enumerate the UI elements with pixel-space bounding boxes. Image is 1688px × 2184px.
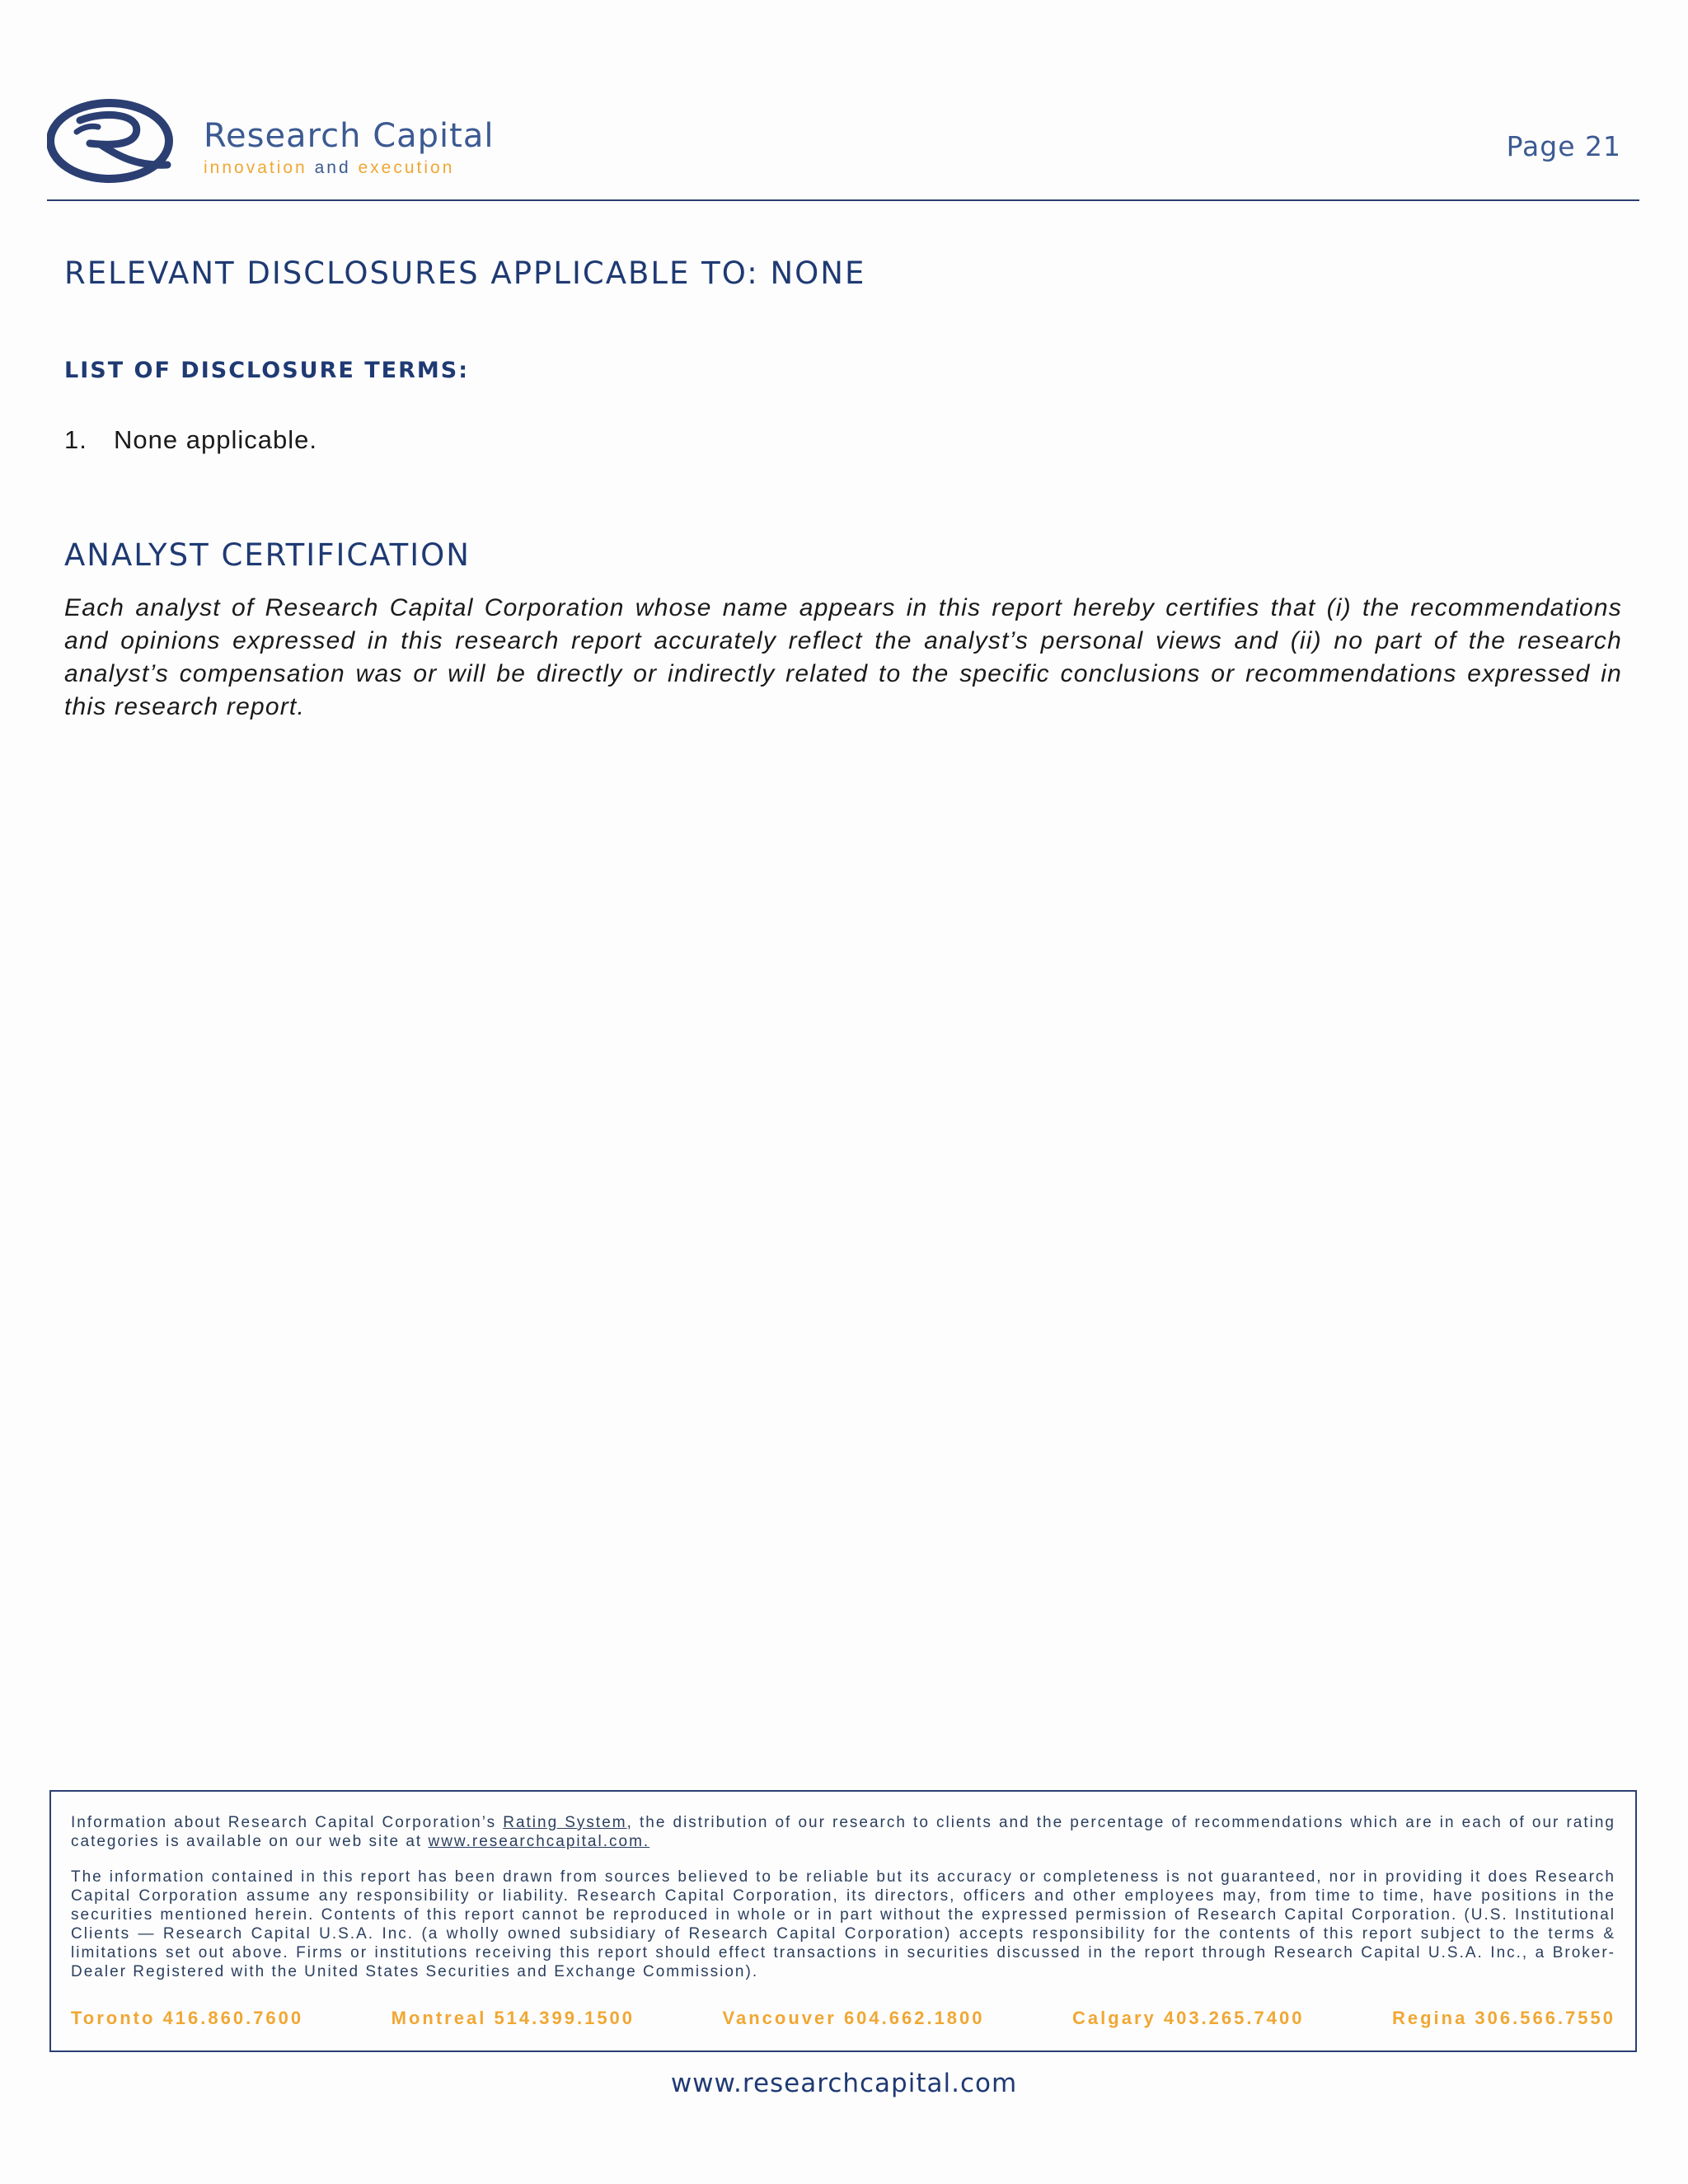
disclaimer-paragraph: The information contained in this report has been drawn from sources believed to be reliable but its accuracy or completeness is not guaranteed, nor in providing it does Research Capital Corporation assume any responsibility or liability. Research Capital Corporation, its directors, officers and other employees may, from time to time, have positions in the securities mentioned herein. Contents of this report cannot be reproduced in whole or in part without the expressed permission of Research Capital Corporation. (U.S. Institutional Clients — Research Capital U.S.A. Inc. (a wholly owned subsidiary of Research Capital Corporation) accepts responsibility for the contents of this report subject to the terms & limitations set out above. Firms or institutions receiving this report should effect transactions in securities discussed in the report through Research Capital U.S.A. Inc., a Broker-Dealer Registered with the United States Securities and Exchange Commission). — [71, 1868, 1615, 1980]
tagline-and: and — [314, 158, 351, 177]
research-capital-logo-icon — [47, 96, 176, 186]
disclosure-terms-heading: LIST OF DISCLOSURE TERMS: — [64, 358, 469, 383]
office-contacts — [71, 2008, 1615, 2029]
tagline-execution: execution — [358, 158, 455, 177]
office-montreal: Montreal 514.399.1500 — [391, 2008, 635, 2028]
footer-disclaimer-box — [49, 1790, 1637, 2052]
brand-name: Research Capital — [204, 117, 495, 155]
website-link-inline[interactable]: www.researchcapital.com. — [428, 1833, 650, 1850]
office-vancouver: Vancouver 604.662.1800 — [722, 2008, 985, 2028]
list-item-number: 1. — [64, 425, 87, 454]
brand-tagline — [204, 157, 494, 180]
disclosures-title: RELEVANT DISCLOSURES APPLICABLE TO: NONE — [64, 255, 866, 291]
office-regina: Regina 306.566.7550 — [1391, 2008, 1615, 2028]
rating-system-link[interactable]: Rating System — [503, 1814, 627, 1831]
disclosure-terms-list — [64, 425, 317, 455]
analyst-certification-title: ANALYST CERTIFICATION — [64, 537, 471, 573]
logo-wordmark — [204, 117, 494, 180]
rating-info-paragraph — [71, 1813, 1615, 1851]
office-calgary: Calgary 403.265.7400 — [1072, 2008, 1305, 2028]
page-number: Page 21 — [1506, 130, 1621, 162]
rating-info-text: Information about Research Capital Corporation’s — [71, 1814, 504, 1831]
page-header — [47, 92, 1639, 201]
office-toronto: Toronto 416.860.7600 — [71, 2008, 304, 2028]
rating-info-text-cont: , the distribution of our research to clients and the percentage of recommendations which are in each of our rating categories is available on our web site at — [71, 1814, 1615, 1850]
list-item — [64, 425, 317, 455]
analyst-certification-text: Each analyst of Research Capital Corporation whose name appears in this report hereby certifies that (i) the recommendations and opinions expressed in this research report accurately reflect the analyst’s personal views and (ii) no part of the research analyst’s compensation was or will be directly or indirectly related to the specific conclusions or recommendations expressed in this research report. — [64, 594, 1622, 720]
tagline-innovation: innovation — [204, 158, 307, 177]
list-item-text: None applicable. — [114, 425, 317, 454]
footer-website[interactable]: www.researchcapital.com — [670, 2069, 1018, 2098]
